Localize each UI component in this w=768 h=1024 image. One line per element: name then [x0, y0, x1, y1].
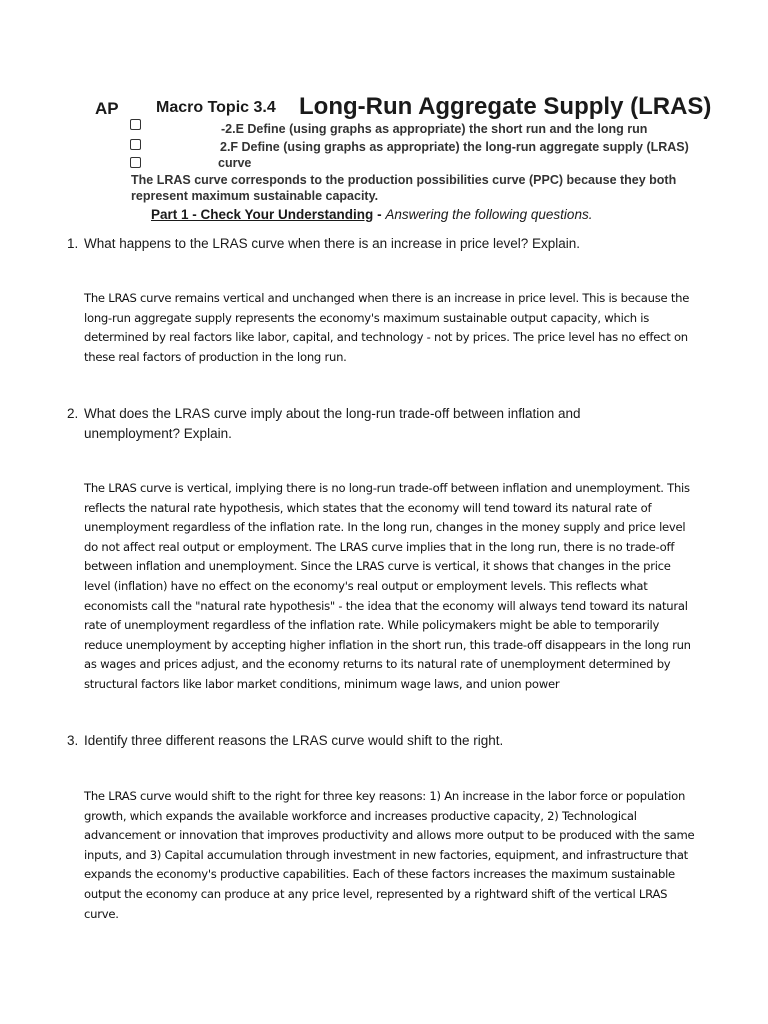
- checkbox-standard-2[interactable]: [130, 139, 141, 150]
- question-text: Identify three different reasons the LRAS curve would shift to the right.: [84, 733, 504, 748]
- topic-label: Macro Topic 3.4: [156, 99, 276, 116]
- page-title: Long-Run Aggregate Supply (LRAS): [299, 93, 712, 120]
- standard-2f: 2.F Define (using graphs as appropriate) the long-run aggregate supply (LRAS): [220, 140, 689, 154]
- checkbox-standard-3[interactable]: [130, 157, 141, 168]
- question-text: What does the LRAS curve imply about the long-run trade-off between inflation and unemployment? Explain.: [84, 406, 581, 441]
- part-subtitle: Answering the following questions.: [385, 207, 593, 222]
- answer-3: The LRAS curve would shift to the right for three key reasons: 1) An increase in the labor force or population growth, which expands the available workforce and increases productive capacity, 2) Technological advancement or innovation that improves productivity and allows more output to be produced with the same inputs, and 3) Capital accumulation through investment in new factories, equipment, and infrastructure that expands the economy's productive capabilities. Each of these factors increases the maximum sustainable output the economy can produce at any price level, represented by a rightward shift of the vertical LRAS curve.: [84, 789, 695, 921]
- part-separator: -: [377, 207, 382, 222]
- question-number: 1.: [67, 236, 79, 251]
- standard-2f-continued: curve: [218, 156, 252, 170]
- course-label: AP: [95, 99, 119, 118]
- checkbox-standard-1[interactable]: [130, 119, 141, 130]
- question-number: 3.: [67, 733, 79, 748]
- standard-2e: -2.E Define (using graphs as appropriate) the short run and the long run: [221, 122, 648, 136]
- intro-statement: The LRAS curve corresponds to the production possibilities curve (PPC) because they both represent maximum sustainable capacity.: [131, 173, 677, 203]
- question-number: 2.: [67, 406, 79, 421]
- answer-1: The LRAS curve remains vertical and unchanged when there is an increase in price level. This is because the long-run aggregate supply represents the economy's maximum sustainable output capacity, which is determined by real factors like labor, capital, and technology - not by prices. The price level has no effect on these real factors of production in the long run.: [84, 291, 690, 364]
- answer-2: The LRAS curve is vertical, implying there is no long-run trade-off between inflation and unemployment. This reflects the natural rate hypothesis, which states that the economy will tend toward its natural rate of unemployment regardless of the inflation rate. In the long run, changes in the money supply and price level do not affect real output or employment. The LRAS curve implies that in the long run, there is no trade-off between inflation and unemployment. Since the LRAS curve is vertical, it shows that changes in the price level (inflation) have no effect on the economy's real output or employment levels. This reflects what economists call the "natural rate hypothesis" - the idea that the economy will always tend toward its natural rate of unemployment regardless of the inflation rate. While policymakers might be able to temporarily reduce unemployment by accepting higher inflation in the short run, this trade-off disappears in the long run as wages and prices adjust, and the economy returns to its natural rate of unemployment determined by structural factors like labor market conditions, minimum wage laws, and union power: [84, 481, 691, 691]
- part-title: Part 1 - Check Your Understanding: [151, 207, 374, 222]
- part-heading: [151, 207, 592, 222]
- question-text: What happens to the LRAS curve when there is an increase in price level? Explain.: [84, 236, 581, 251]
